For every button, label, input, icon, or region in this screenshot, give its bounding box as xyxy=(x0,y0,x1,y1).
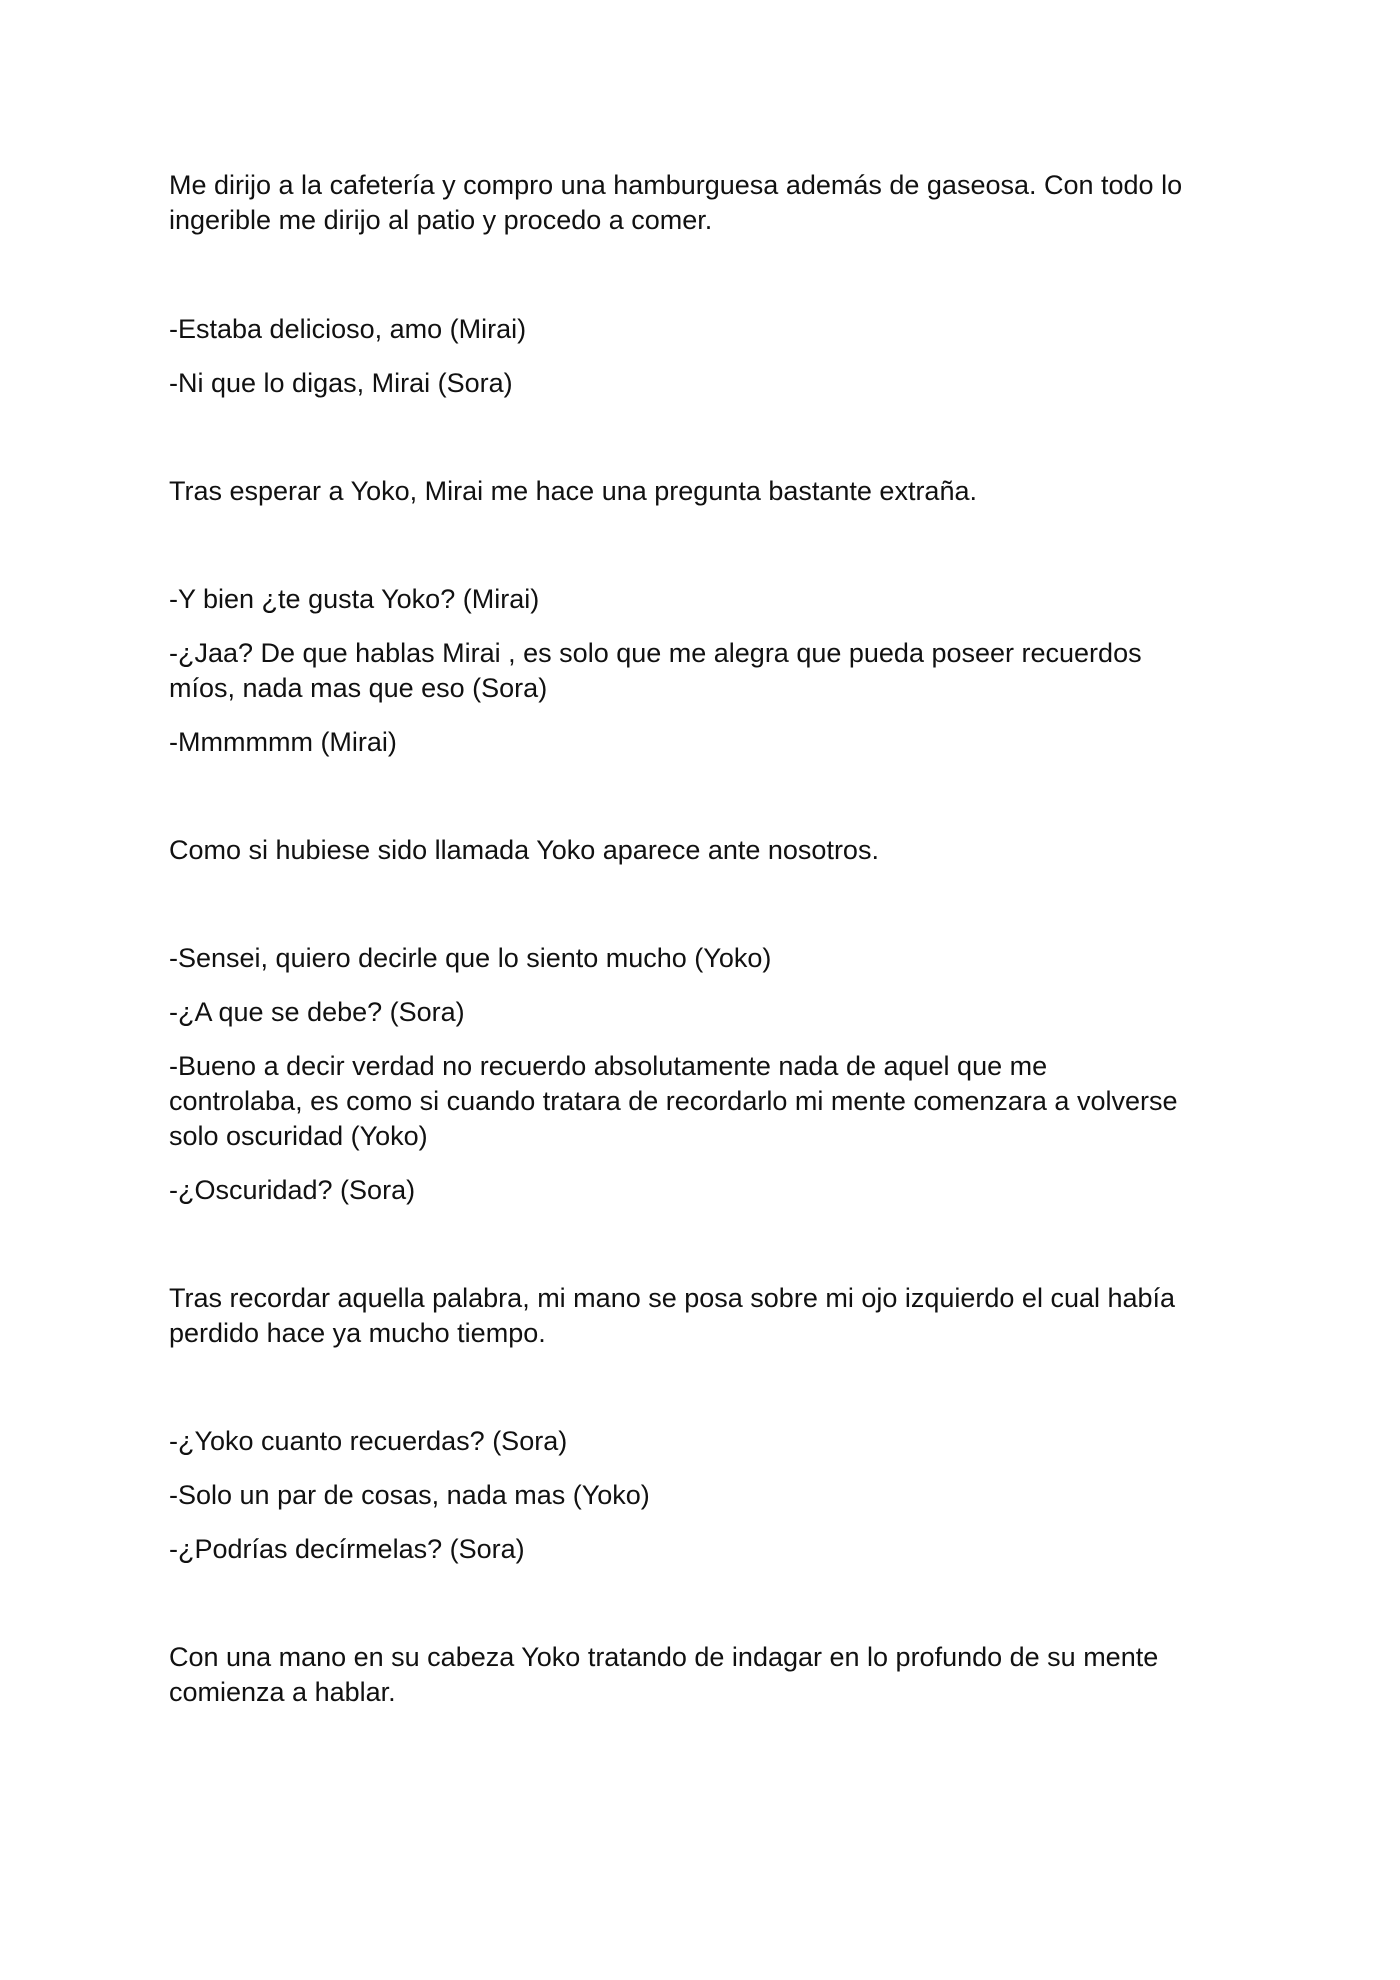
dialogue-line xyxy=(169,1049,1249,1154)
dialogue-line xyxy=(169,725,1249,760)
text-line: -¿Jaa? De que hablas Mirai , es solo que me alegra que pueda poseer recuerdos xyxy=(169,638,1142,668)
narration-paragraph xyxy=(169,474,1249,509)
text-line: solo oscuridad (Yoko) xyxy=(169,1121,428,1151)
dialogue-line xyxy=(169,1173,1249,1208)
text-line: Me dirijo a la cafetería y compro una hamburguesa además de gaseosa. Con todo lo xyxy=(169,170,1183,200)
text-line: Como si hubiese sido llamada Yoko aparece ante nosotros. xyxy=(169,835,879,865)
text-line: -Mmmmmm (Mirai) xyxy=(169,727,397,757)
text-line: -¿Oscuridad? (Sora) xyxy=(169,1175,416,1205)
text-line: -Ni que lo digas, Mirai (Sora) xyxy=(169,368,513,398)
text-line: -Estaba delicioso, amo (Mirai) xyxy=(169,314,527,344)
narration-paragraph xyxy=(169,1640,1249,1710)
dialogue-line xyxy=(169,941,1249,976)
text-line: -Sensei, quiero decirle que lo siento mucho (Yoko) xyxy=(169,943,772,973)
text-line: -Solo un par de cosas, nada mas (Yoko) xyxy=(169,1480,650,1510)
dialogue-line xyxy=(169,1478,1249,1513)
text-line: -¿A que se debe? (Sora) xyxy=(169,997,465,1027)
text-line: -Bueno a decir verdad no recuerdo absolutamente nada de aquel que me xyxy=(169,1051,1048,1081)
dialogue-line xyxy=(169,1424,1249,1459)
text-line: Tras esperar a Yoko, Mirai me hace una pregunta bastante extraña. xyxy=(169,476,977,506)
dialogue-line xyxy=(169,312,1249,347)
text-line: perdido hace ya mucho tiempo. xyxy=(169,1318,546,1348)
text-line: comienza a hablar. xyxy=(169,1677,396,1707)
text-line: ingerible me dirijo al patio y procedo a comer. xyxy=(169,205,713,235)
text-line: -¿Podrías decírmelas? (Sora) xyxy=(169,1534,525,1564)
narration-paragraph xyxy=(169,168,1249,238)
dialogue-line xyxy=(169,636,1249,706)
narration-paragraph xyxy=(169,1281,1249,1351)
text-line: -Y bien ¿te gusta Yoko? (Mirai) xyxy=(169,584,540,614)
dialogue-line xyxy=(169,1532,1249,1567)
text-line: Con una mano en su cabeza Yoko tratando de indagar en lo profundo de su mente xyxy=(169,1642,1159,1672)
narration-paragraph xyxy=(169,833,1249,868)
text-line: Tras recordar aquella palabra, mi mano se posa sobre mi ojo izquierdo el cual había xyxy=(169,1283,1176,1313)
text-line: controlaba, es como si cuando tratara de recordarlo mi mente comenzara a volverse xyxy=(169,1086,1178,1116)
dialogue-line xyxy=(169,995,1249,1030)
text-line: -¿Yoko cuanto recuerdas? (Sora) xyxy=(169,1426,568,1456)
dialogue-line xyxy=(169,366,1249,401)
dialogue-line xyxy=(169,582,1249,617)
text-line: míos, nada mas que eso (Sora) xyxy=(169,673,548,703)
